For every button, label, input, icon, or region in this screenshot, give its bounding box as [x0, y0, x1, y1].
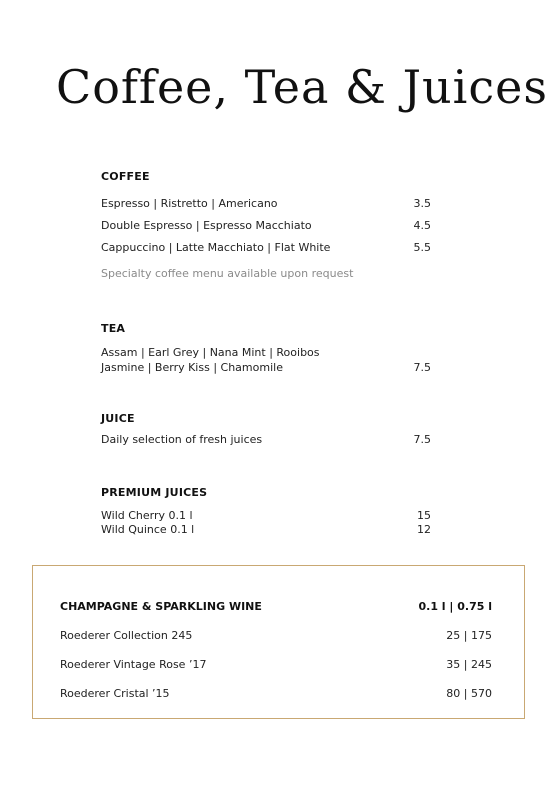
menu-item [101, 215, 431, 237]
item-price: 12 [417, 523, 431, 536]
item-name: Espresso | Ristretto | Americano [101, 197, 278, 210]
item-price: 7.5 [413, 433, 431, 446]
tea-heading: TEA [101, 322, 126, 335]
item-price: 25 | 175 [446, 629, 492, 642]
menu-item [60, 654, 492, 683]
item-name: Cappuccino | Latte Macchiato | Flat White [101, 241, 331, 254]
item-price: 35 | 245 [446, 658, 492, 671]
menu-item [101, 237, 431, 259]
menu-item [101, 509, 431, 523]
champagne-heading: CHAMPAGNE & SPARKLING WINE [60, 600, 262, 613]
item-name: Double Espresso | Espresso Macchiato [101, 219, 312, 232]
tea-section [101, 322, 431, 375]
item-price: 15 [417, 509, 431, 522]
menu-item [60, 683, 492, 712]
item-price: 5.5 [413, 241, 431, 254]
item-name: Roederer Cristal ’15 [60, 687, 170, 700]
item-name: Roederer Collection 245 [60, 629, 193, 642]
juice-heading: JUICE [101, 412, 135, 425]
premium-juices-heading: PREMIUM JUICES [101, 486, 208, 499]
item-name: Wild Quince 0.1 l [101, 523, 195, 536]
champagne-box [32, 565, 525, 719]
item-price: 4.5 [413, 219, 431, 232]
coffee-note: Specialty coffee menu available upon request [101, 267, 354, 280]
coffee-section [101, 170, 431, 280]
item-price: 7.5 [413, 361, 431, 374]
page-title: Coffee, Tea & Juices [56, 60, 548, 114]
item-price: 80 | 570 [446, 687, 492, 700]
item-name-line: Assam | Earl Grey | Nana Mint | Rooibos [101, 346, 320, 359]
item-price: 3.5 [413, 197, 431, 210]
item-name-line: Jasmine | Berry Kiss | Chamomile [101, 361, 283, 374]
menu-item [60, 625, 492, 654]
menu-item [101, 429, 431, 451]
champagne-sizes: 0.1 l | 0.75 l [418, 600, 492, 613]
item-name: Wild Cherry 0.1 l [101, 509, 193, 522]
coffee-heading: COFFEE [101, 170, 150, 183]
menu-item [101, 345, 431, 375]
menu-item [101, 193, 431, 215]
premium-juices-section [101, 486, 431, 537]
juice-section [101, 412, 431, 451]
item-name: Daily selection of fresh juices [101, 433, 263, 446]
item-name: Roederer Vintage Rose ’17 [60, 658, 207, 671]
menu-item [101, 523, 431, 537]
champagne-header-row [60, 596, 492, 625]
